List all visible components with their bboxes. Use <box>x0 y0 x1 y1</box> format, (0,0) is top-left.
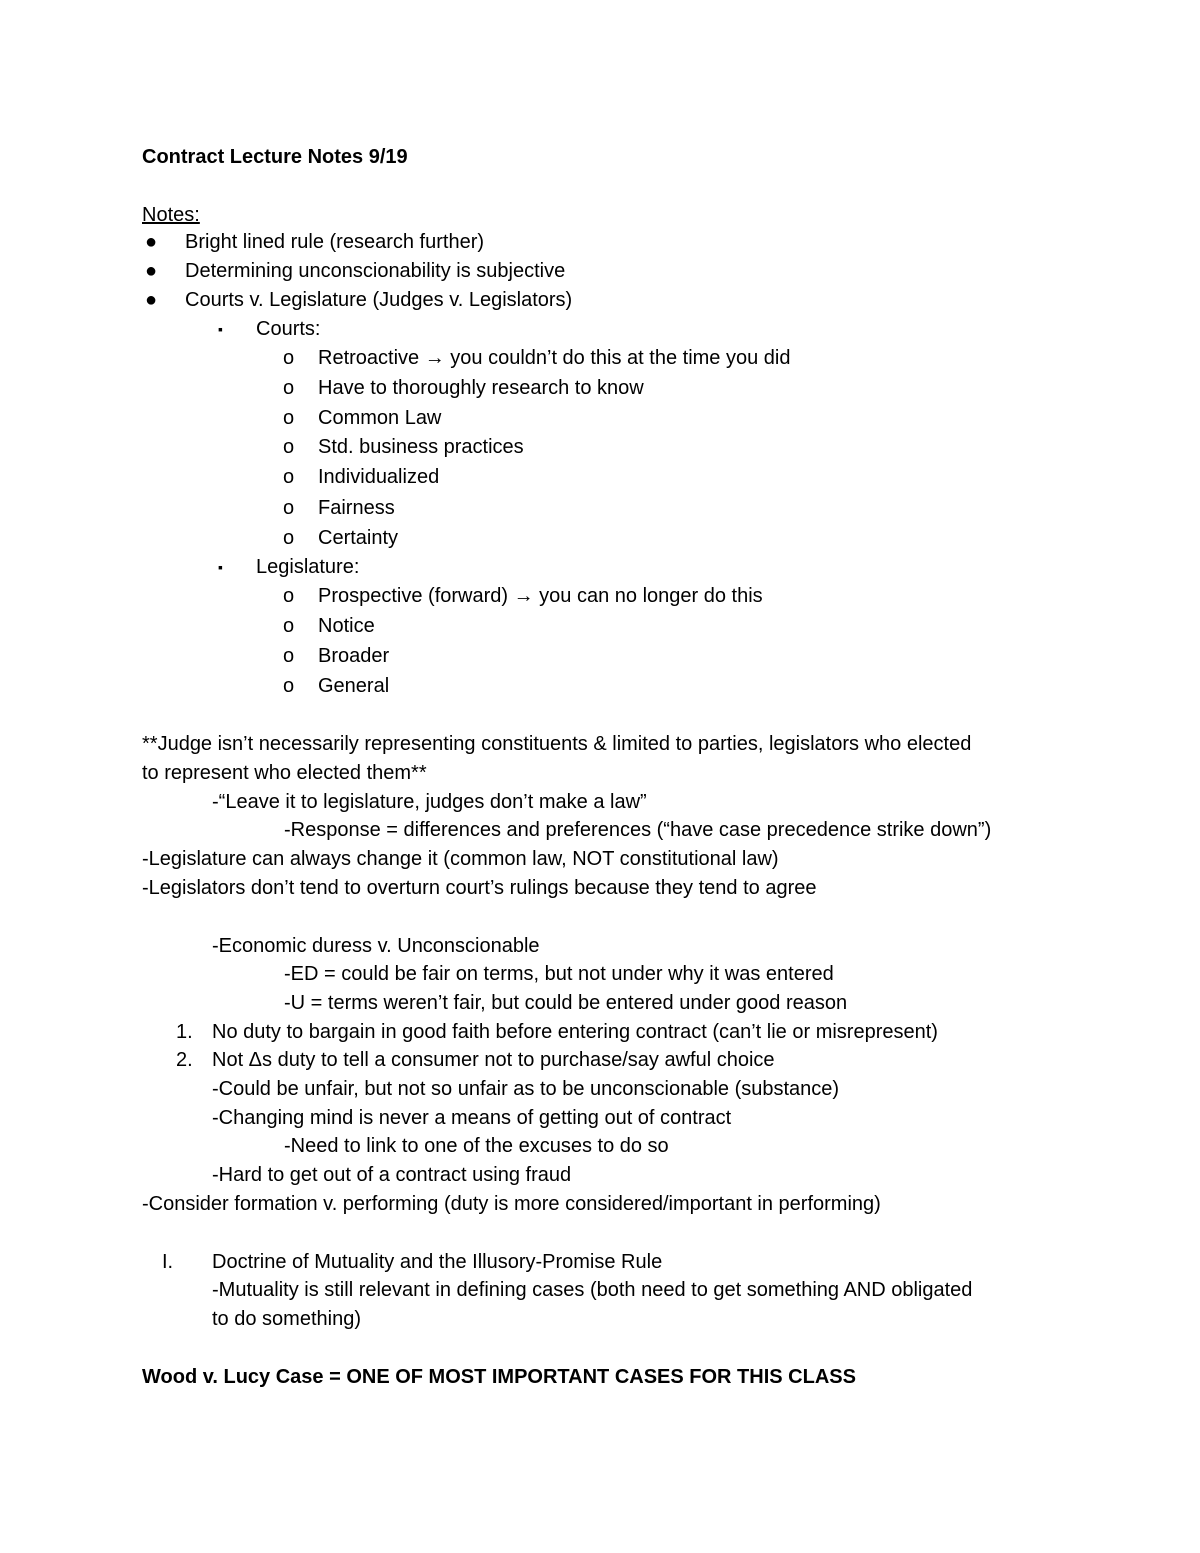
bullet-square-icon: ▪ <box>218 321 223 337</box>
paragraph-line: -Economic duress v. Unconscionable <box>212 935 540 957</box>
bullet-circle-icon: o <box>283 347 295 369</box>
paragraph-line: -Could be unfair, but not so unfair as to be unconscionable (substance) <box>212 1078 840 1100</box>
legislature-label: Legislature: <box>256 556 360 578</box>
paragraph-line: -“Leave it to legislature, judges don’t make a law” <box>212 791 647 813</box>
numbered-item: Not Δs duty to tell a consumer not to purchase/say awful choice <box>212 1049 775 1071</box>
bullet-disc-icon: ● <box>145 231 158 253</box>
bullet-circle-icon: o <box>283 377 295 399</box>
bullet-disc-icon: ● <box>145 260 158 282</box>
paragraph-line: -Legislature can always change it (common law, NOT constitutional law) <box>142 848 779 870</box>
courts-item: Have to thoroughly research to know <box>318 377 644 399</box>
roman-item: Doctrine of Mutuality and the Illusory-Promise Rule <box>212 1251 663 1273</box>
bullet-circle-icon: o <box>283 585 295 607</box>
courts-item: Retroactive → you couldn’t do this at the time you did <box>318 347 791 369</box>
bullet-circle-icon: o <box>283 645 295 667</box>
list-number: 1. <box>176 1021 193 1043</box>
paragraph-line: -Consider formation v. performing (duty is more considered/important in performing) <box>142 1193 881 1215</box>
bullet-item: Bright lined rule (research further) <box>185 231 485 253</box>
legislature-item: Broader <box>318 645 390 667</box>
legislature-item: Notice <box>318 615 375 637</box>
courts-item: Certainty <box>318 527 399 549</box>
page-title: Contract Lecture Notes 9/19 <box>142 146 408 168</box>
list-roman-number: I. <box>162 1251 174 1273</box>
courts-item: Std. business practices <box>318 436 524 458</box>
bullet-square-icon: ▪ <box>218 559 223 575</box>
courts-item: Individualized <box>318 466 440 488</box>
paragraph-line: -Hard to get out of a contract using fraud <box>212 1164 572 1186</box>
courts-item: Common Law <box>318 407 442 429</box>
paragraph-line: -Response = differences and preferences (“have case precedence strike down”) <box>284 819 992 841</box>
paragraph-line: -Changing mind is never a means of getting out of contract <box>212 1107 732 1129</box>
bullet-item: Courts v. Legislature (Judges v. Legislators) <box>185 289 573 311</box>
bullet-disc-icon: ● <box>145 289 158 311</box>
bullet-circle-icon: o <box>283 436 295 458</box>
paragraph-line: -ED = could be fair on terms, but not under why it was entered <box>284 963 834 985</box>
notes-heading: Notes: <box>142 204 200 226</box>
list-number: 2. <box>176 1049 193 1071</box>
courts-item: Fairness <box>318 497 395 519</box>
bullet-circle-icon: o <box>283 615 295 637</box>
paragraph-line: -Mutuality is still relevant in defining cases (both need to get something AND obligated <box>212 1279 973 1301</box>
bullet-circle-icon: o <box>283 675 295 697</box>
bullet-circle-icon: o <box>283 497 295 519</box>
paragraph-line: to represent who elected them** <box>142 762 427 784</box>
bullet-circle-icon: o <box>283 527 295 549</box>
numbered-item: No duty to bargain in good faith before entering contract (can’t lie or misrepresent) <box>212 1021 938 1043</box>
bullet-circle-icon: o <box>283 407 295 429</box>
bullet-item: Determining unconscionability is subjective <box>185 260 566 282</box>
legislature-item: General <box>318 675 390 697</box>
paragraph-line: to do something) <box>212 1308 361 1330</box>
bullet-circle-icon: o <box>283 466 295 488</box>
paragraph-line: -U = terms weren’t fair, but could be entered under good reason <box>284 992 848 1014</box>
paragraph-line: **Judge isn’t necessarily representing constituents & limited to parties, legislators who elected <box>142 733 972 755</box>
paragraph-line: -Need to link to one of the excuses to do so <box>284 1135 669 1157</box>
case-heading: Wood v. Lucy Case = ONE OF MOST IMPORTANT CASES FOR THIS CLASS <box>142 1366 856 1388</box>
legislature-item: Prospective (forward) → you can no longer do this <box>318 585 763 607</box>
courts-label: Courts: <box>256 318 321 340</box>
paragraph-line: -Legislators don’t tend to overturn court’s rulings because they tend to agree <box>142 877 817 899</box>
